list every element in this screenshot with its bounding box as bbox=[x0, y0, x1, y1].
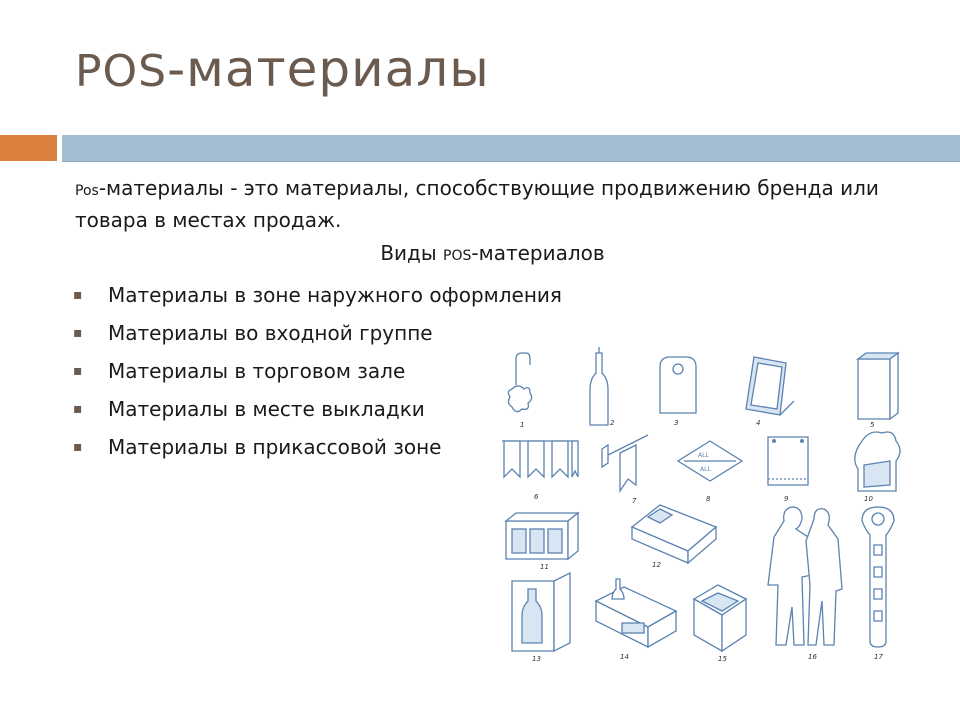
pos-materials-drawing bbox=[498, 345, 918, 670]
figure-number: 13 bbox=[532, 655, 541, 663]
figure-number: 15 bbox=[718, 655, 727, 663]
bullet-icon: ▪ bbox=[73, 401, 83, 417]
figure-number: 3 bbox=[674, 419, 679, 427]
figure-number: 9 bbox=[784, 495, 789, 503]
figure-number: 2 bbox=[610, 419, 615, 427]
bullet-icon: ▪ bbox=[73, 325, 83, 341]
accent-bar-blue bbox=[62, 135, 960, 162]
bottle-figure bbox=[590, 347, 608, 425]
bullet-list bbox=[70, 280, 562, 470]
bullet-icon: ▪ bbox=[73, 287, 83, 303]
silhouette-figure bbox=[768, 507, 842, 645]
figure-number: 4 bbox=[756, 419, 761, 427]
figure-number: 7 bbox=[632, 497, 637, 505]
hanger-tag-figure bbox=[660, 357, 696, 413]
figure-number: 6 bbox=[534, 493, 539, 501]
list-item: ▪ Материалы в прикассовой зоне bbox=[70, 432, 562, 470]
bullet-icon: ▪ bbox=[73, 363, 83, 379]
wobbler-figure bbox=[508, 353, 531, 412]
svg-text:ALL: ALL bbox=[700, 466, 711, 473]
figure-number: 12 bbox=[652, 561, 661, 569]
shelf-tag-figure bbox=[862, 507, 894, 647]
sticker-figure bbox=[678, 441, 742, 481]
section-subheading: Виды POS-материалов bbox=[380, 241, 605, 265]
figure-number: 17 bbox=[874, 653, 883, 661]
svg-text:ALL: ALL bbox=[698, 452, 709, 459]
intro-paragraph: Pos-материалы - это материалы, способствующие продвижению бренда или товара в местах продаж. bbox=[75, 176, 879, 232]
slide-title: POS-материалы bbox=[75, 40, 490, 98]
bottle-panel-figure bbox=[512, 573, 570, 651]
figure-number: 14 bbox=[620, 653, 629, 661]
poster-figure bbox=[768, 437, 808, 485]
list-item: ▪ Материалы в зоне наружного оформления bbox=[70, 280, 562, 318]
bullet-icon: ▪ bbox=[73, 439, 83, 455]
figure-number: 5 bbox=[870, 421, 875, 429]
open-box-figure bbox=[694, 585, 746, 651]
shelf-display-figure bbox=[596, 579, 676, 647]
figure-number: 16 bbox=[808, 653, 817, 661]
triple-box-figure bbox=[506, 513, 578, 559]
list-item: ▪ Материалы во входной группе bbox=[70, 318, 562, 356]
figure-number: 1 bbox=[520, 421, 525, 429]
list-item: ▪ Материалы в торговом зале bbox=[70, 356, 562, 394]
figure-number: 11 bbox=[540, 563, 549, 571]
figure-number: 10 bbox=[864, 495, 873, 503]
list-item: ▪ Материалы в месте выкладки bbox=[70, 394, 562, 432]
tray-figure bbox=[632, 505, 716, 563]
accent-bar-orange bbox=[0, 135, 57, 161]
figure-number: 8 bbox=[706, 495, 711, 503]
box-figure bbox=[858, 353, 898, 419]
display-stand-figure bbox=[855, 432, 900, 491]
flag-figure bbox=[602, 435, 648, 491]
garland-figure bbox=[502, 441, 578, 477]
pos-materials-illustration bbox=[498, 345, 918, 670]
table-stand-figure bbox=[746, 357, 794, 415]
